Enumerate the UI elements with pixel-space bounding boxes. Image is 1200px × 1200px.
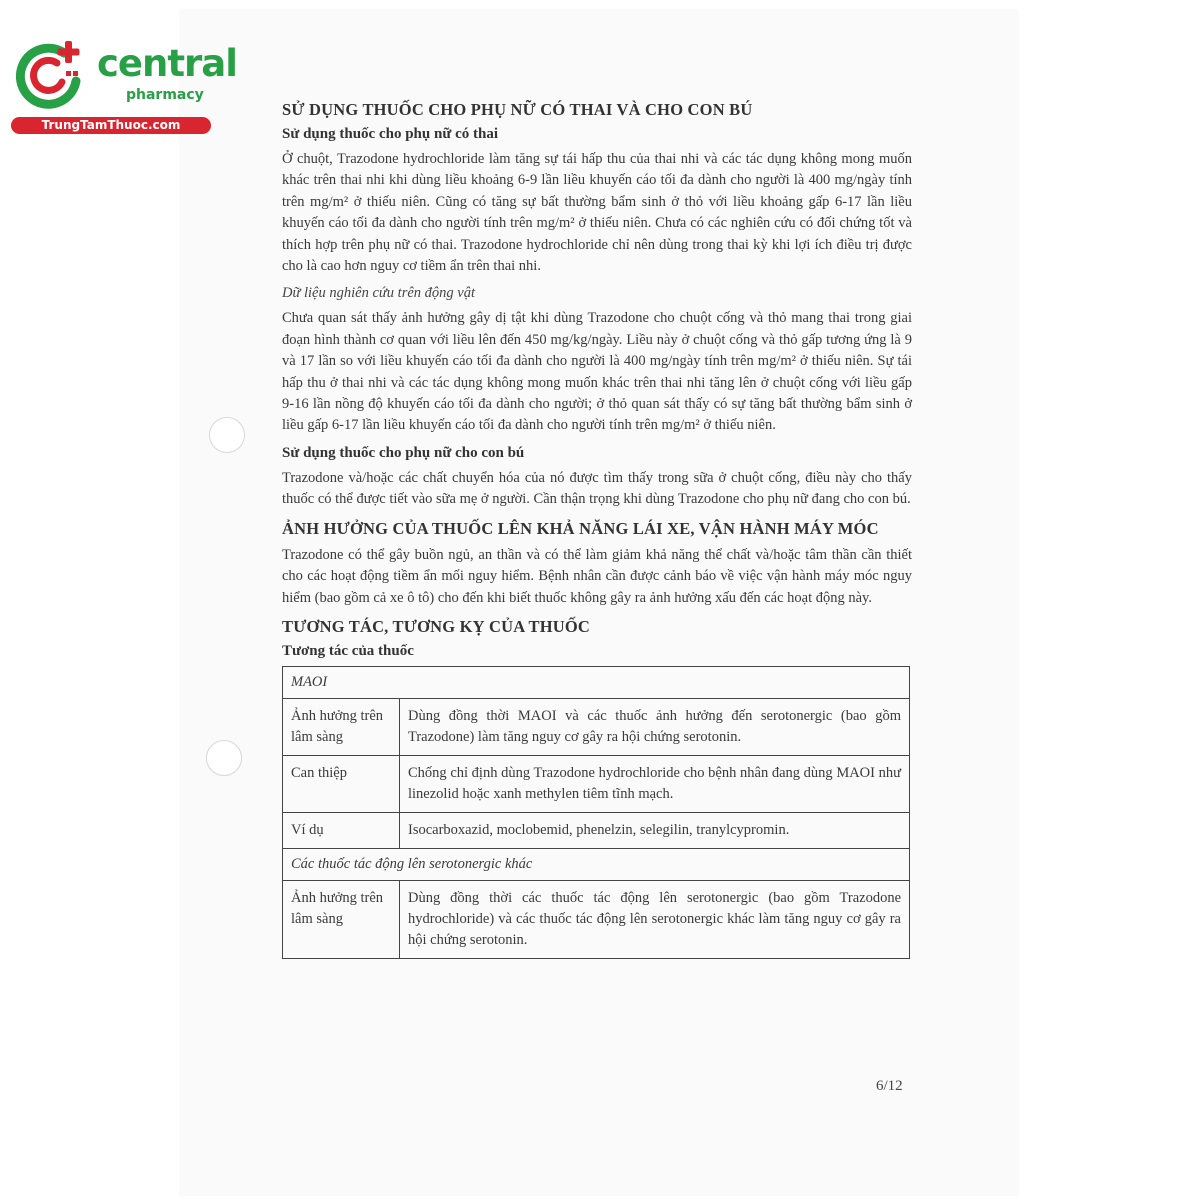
table-cell-value: Isocarboxazid, moclobemid, phenelzin, selegilin, tranylcypromin. <box>400 812 910 848</box>
logo-subtitle: pharmacy <box>126 87 204 103</box>
table-row <box>283 880 910 958</box>
central-pharmacy-logo <box>10 35 237 140</box>
document-content <box>282 100 912 959</box>
table-row <box>283 755 910 812</box>
section-title-driving: ẢNH HƯỞNG CỦA THUỐC LÊN KHẢ NĂNG LÁI XE, VẬN HÀNH MÁY MÓC <box>282 518 879 538</box>
punch-hole-top <box>209 417 245 453</box>
table-section-maoi: MAOI <box>283 666 910 698</box>
table-cell-value: Chống chỉ định dùng Trazodone hydrochloride cho bệnh nhân đang dùng MAOI như linezolid hoặc xanh methylen tiêm tĩnh mạch. <box>400 755 910 812</box>
subheading-breastfeeding: Sử dụng thuốc cho phụ nữ cho con bú <box>282 444 525 461</box>
table-section-row <box>283 666 910 698</box>
table-cell-label: Ví dụ <box>283 812 400 848</box>
subheading-drug-interactions: Tương tác của thuốc <box>282 642 414 659</box>
table-cell-label: Can thiệp <box>283 755 400 812</box>
table-row <box>283 812 910 848</box>
paragraph-driving: Trazodone có thể gây buồn ngủ, an thần và có thể làm giảm khả năng thể chất và/hoặc tâm thần cần thiết cho các hoạt động tiềm ẩn mối nguy hiểm. Bệnh nhân cần được cảnh báo về việc vận hành máy móc nguy hiểm (bao gồm cả xe ô tô) cho đến khi biết thuốc không gây ra ảnh hưởng xấu đến các hoạt động này. <box>282 546 912 606</box>
subheading-pregnant: Sử dụng thuốc cho phụ nữ có thai <box>282 126 498 142</box>
table-cell-label: Ảnh hưởng trên lâm sàng <box>283 880 400 958</box>
interactions-table <box>282 666 910 959</box>
logo-mark-icon <box>10 35 90 115</box>
section-title-interactions: TƯƠNG TÁC, TƯƠNG KỴ CỦA THUỐC <box>282 616 591 636</box>
table-section-other-serotonergic: Các thuốc tác động lên serotonergic khác <box>283 848 910 880</box>
table-cell-value: Dùng đồng thời các thuốc tác động lên serotonergic (bao gồm Trazodone hydrochloride) và các thuốc tác động lên serotonergic khác làm tăng nguy cơ gây ra hội chứng serotonin. <box>400 880 910 958</box>
table-row <box>283 698 910 755</box>
section-title-pregnancy: SỬ DỤNG THUỐC CHO PHỤ NỮ CÓ THAI VÀ CHO CON BÚ <box>282 100 753 119</box>
table-section-row <box>283 848 910 880</box>
table-cell-label: Ảnh hưởng trên lâm sàng <box>283 698 400 755</box>
table-cell-value: Dùng đồng thời MAOI và các thuốc ảnh hưởng đến serotonergic (bao gồm Trazodone) làm tăng nguy cơ gây ra hội chứng serotonin. <box>400 698 910 755</box>
logo-brand-text: central <box>97 42 237 85</box>
subheading-animal-data: Dữ liệu nghiên cứu trên động vật <box>282 285 476 302</box>
punch-hole-bottom <box>206 740 242 776</box>
paragraph-animal-data: Chưa quan sát thấy ảnh hưởng gây dị tật khi dùng Trazodone cho chuột cống và thỏ mang thai trong giai đoạn hình thành cơ quan với liều lên đến 450 mg/kg/ngày. Liều này ở chuột cống và thỏ gấp tương ứng là 9 và 17 lần so với liều khuyến cáo tối đa dành cho người là 400 mg/ngày tính trên mg/m² ở thiếu niên. Sự tái hấp thu ở thai nhi và các tác dụng không mong muốn khác trên thai nhi tăng lên ở chuột cống với liều gấp 9-16 lần nồng độ khuyến cáo tối đa dành cho người; ở thỏ quan sát thấy có sự tăng bất thường bẩm sinh ở liều gấp 6-17 lần liều khuyến cáo tối đa dành cho người tính trên mg/m² ở thiếu niên. <box>282 310 912 434</box>
paragraph-breastfeeding: Trazodone và/hoặc các chất chuyển hóa của nó được tìm thấy trong sữa ở chuột cống, điều này cho thấy thuốc có thể được tiết vào sữa mẹ ở người. Cần thận trọng khi dùng Trazodone cho phụ nữ đang cho con bú. <box>282 469 912 508</box>
logo-site-badge: TrungTamThuoc.com <box>11 117 211 134</box>
page-number: 6/12 <box>876 1078 903 1094</box>
paragraph-pregnant: Ở chuột, Trazodone hydrochloride làm tăng sự tái hấp thu của thai nhi và các tác dụng không mong muốn khác trên thai nhi khi dùng liều khoảng 6-9 lần liều khuyến cáo tối đa dành cho người là 400 mg/ngày tính trên mg/m² ở thiếu niên. Cũng có tăng sự bất thường bẩm sinh ở thỏ với liều khoảng gấp 6-17 lần liều khuyến cáo tối đa dành cho người tính trên mg/m² ở thiếu niên. Chưa có các nghiên cứu có đối chứng tốt và thích hợp trên phụ nữ có thai. Trazodone hydrochloride chỉ nên dùng trong thai kỳ khi lợi ích điều trị được cho là cao hơn nguy cơ tiềm ẩn trên thai nhi. <box>282 151 912 275</box>
